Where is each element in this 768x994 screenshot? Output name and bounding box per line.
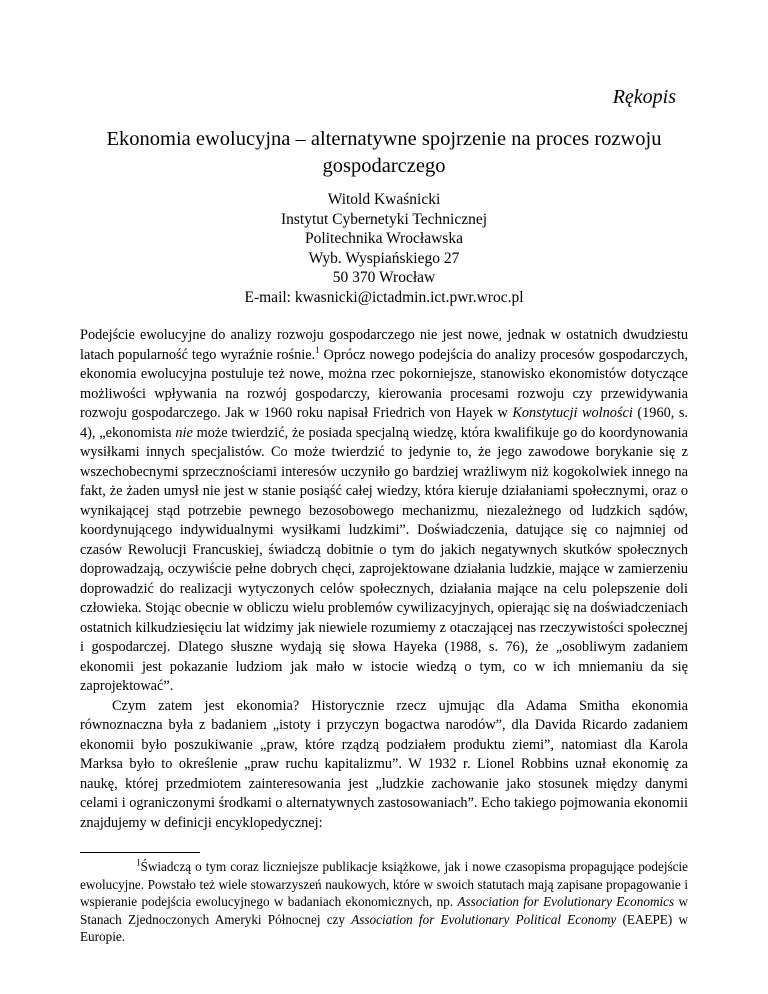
author-city: 50 370 Wrocław [332,269,436,286]
author-email: E-mail: kwasnicki@ictadmin.ict.pwr.wroc.pl [244,288,524,306]
footnote-divider [80,852,200,853]
footnote-text-a: Świadczą o tym coraz liczniejsze publikacje książkowe, jak i nowe czasopisma propagujące podejście ewolucyjne. Powstało też wiele stowarzyszeń naukowych, które w swoich statutach mają zapisane propagowanie i wspieranie podejścia ewolucyjnego w badaniach ekonomicznych, np. [80,859,688,910]
author-university: Politechnika Wrocławska [305,230,463,247]
author-street: Wyb. Wyspiańskiego 27 [308,249,460,267]
footnote-mark: 1 [136,857,141,868]
footnote-ref: 1 [315,344,320,355]
paragraph-1 [80,326,688,697]
body-text [80,326,688,833]
book-title: Konstytucji wolności [512,405,633,421]
footnote-text-b: w Stanach Zjednoczonych Ameryki Północnej czy [80,894,688,927]
author-block [80,190,688,307]
paragraph-2: Czym zatem jest ekonomia? Historycznie rzecz ujmując dla Adama Smitha ekonomia równoznaczna była z badaniem „istoty i przyczyn bogactwa narodów”, dla Davida Ricardo zadaniem ekonomii było poszukiwanie „praw, które rządzą podziałem produktu ziemi”, natomiast dla Karola Marksa było to określenie „praw ruchu kapitalizmu”. W 1932 r. Lionel Robbins uznał ekonomię za naukę, której przedmiotem zainteresowania jest „ludzkie zachowanie jako stosunek między danymi celami i ograniczonymi środkami o alternatywnych zastosowaniach”. Echo takiego pojmowania ekonomii znajdujemy w definicji encyklopedycznej: [80,697,688,831]
author-institute: Instytut Cybernetyki Technicznej [280,210,488,228]
p1-text-b: Oprócz nowego podejścia do analizy procesów gospodarczych, ekonomia ewolucyjna postuluje też nowe, można rzec pokorniejsze, stanowisko ekonomistów dotyczące możliwości wpływania na rozwój gospodarczy, kierowania procesami rozwoju czy przewidywania rozwoju gospodarczego. Jak w 1960 roku napisał Friedrich von Hayek w [80,346,689,421]
p1-text-d: (1960, s. 4), „ekonomista [80,405,688,441]
p1-text-f: może twierdzić, że posiada specjalną wiedzę, która kwalifikuje go do koordynowania wysiłkami innych specjalistów. Co może twierdzić to jedynie to, że jego zawodowe borykanie się z wszechobecnymi sprzecznościami interesów uczyniło go bardziej wrażliwym niż kogokolwiek innego na fakt, że żaden umysł nie jest w stanie posiąść całej wiedzy, która kieruje działaniami społecznymi, oraz o wynikającej stąd potrzebie pewnego bezosobowego mechanizmu, niezależnego od ludzkich sądów, koordynującego indywidualnymi wysiłkami ludzkimi”. Doświadczenia, datujące się co najmniej od czasów Rewolucji Francuskiej, świadczą dobitnie o tym do jakich negatywnych skutków społecznych doprowadzają, oczywiście pełne dobrych chęci, zaprojektowane działania ludzkie, mające w zamierzeniu doprowadzić do realizacji wytyczonych celów społecznych, działania mające na celu polepszenie doli człowieka. Stojąc obecnie w obliczu wielu problemów cywilizacyjnych, opierając się na doświadczeniach ostatnich kilkudziesięciu lat widzimy jak niewiele rozumiemy z otaczającej nas rzeczywistości społecznej i gospodarczej. Dlatego słuszne wydają się słowa Hayeka (1988, s. 76), że „osobliwym zadaniem ekonomii jest pokazanie ludziom jak mało w istocie wiedzą o tym, co w ich mniemaniu da się zaprojektować”. [80,424,688,694]
document-title: Ekonomia ewolucyjna – alternatywne spojrzenie na proces rozwoju gospodarczego [106,128,662,177]
footnote-text [80,858,688,946]
footnote [80,858,688,946]
footnote-text-c: (EAEPE) w Europie. [80,911,688,945]
p1-text-a: Podejście ewolucyjne do analizy rozwoju gospodarczego nie jest nowe, jednak w ostatnich dwudziestu latach popularność tego wyraźnie rośnie. [80,327,688,363]
emphasis-nie: nie [175,424,193,441]
org-1: Association for Evolutionary Economics [457,894,675,910]
author-name: Witold Kwaśnicki [327,191,441,208]
manuscript-label: Rękopis [612,86,676,108]
org-2: Association for Evolutionary Political Economy [351,911,617,927]
